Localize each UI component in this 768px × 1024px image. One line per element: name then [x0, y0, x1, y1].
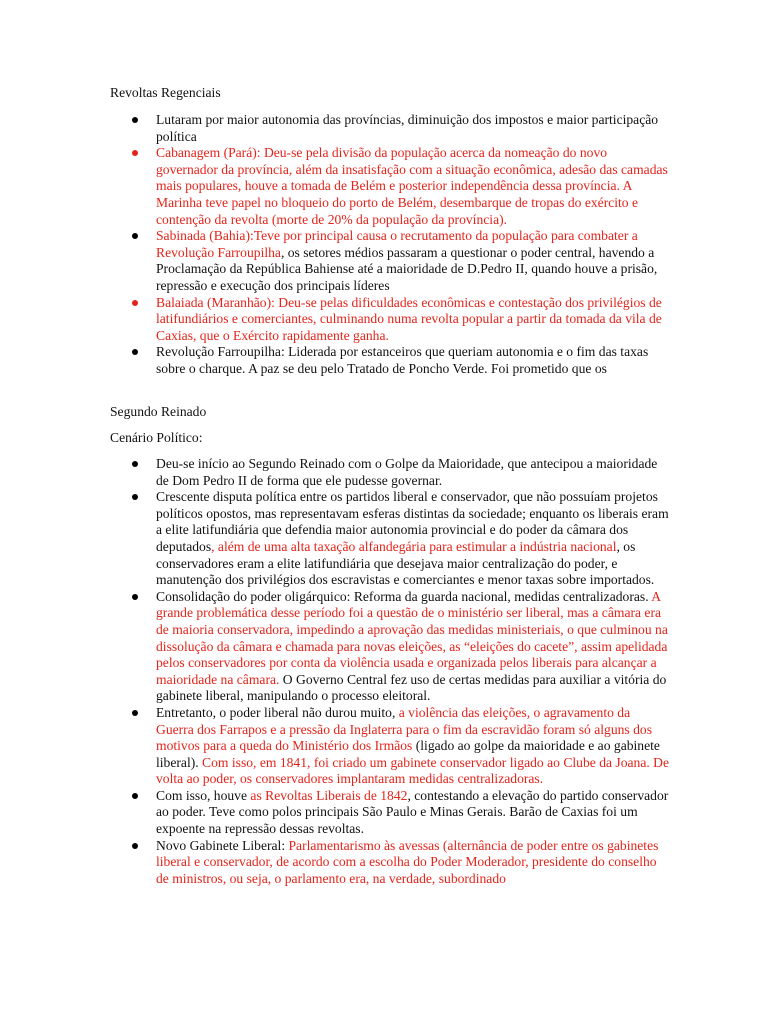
list-item	[110, 788, 670, 838]
list-item	[110, 112, 670, 145]
list-item-text: Com isso, em 1841, foi criado um gabinete conservador ligado ao Clube da Joana. De volta ao poder, os conservadores implantaram medidas centralizadoras.	[156, 754, 670, 787]
list-item-text: , contestando a elevação do partido conservador ao poder. Teve como polos principais São Paulo e Minas Gerais. Barão de Caxias foi um expoente na repressão dessas revoltas.	[156, 787, 669, 837]
bullet-icon	[132, 300, 138, 306]
list-item	[110, 489, 670, 589]
list-item-text: (ligado ao golpe da maioridade e ao gabinete liberal).	[156, 738, 660, 770]
bullet-icon	[132, 793, 138, 799]
list-item-text: Lutaram por maior autonomia das províncias, diminuição dos impostos e maior participação política	[156, 112, 659, 144]
list-item-text: Entretanto, o poder liberal não durou muito,	[156, 704, 399, 720]
bullet-icon	[132, 710, 138, 716]
list-item	[110, 228, 670, 294]
bullet-icon	[132, 594, 138, 600]
list-item-text: Com isso, houve	[156, 787, 251, 803]
list-item-text: O Governo Central fez uso de certas medidas para auxiliar a vitória do gabinete liberal, manipulando o processo eleitoral.	[156, 671, 667, 704]
list-item-text: a violência das eleições, o agravamento da Guerra dos Farrapos e a pressão da Inglaterra para o fim da escravidão foram só alguns dos motivos para a queda do Ministério dos Irmãos	[156, 704, 652, 754]
section-title-revoltas: Revoltas Regenciais	[110, 85, 221, 100]
bullet-icon	[132, 150, 138, 156]
list-item	[110, 456, 670, 489]
section-title-segundo-reinado: Segundo Reinado	[110, 404, 207, 419]
bullet-icon	[132, 461, 138, 467]
list-item	[110, 838, 670, 888]
list-item-text: Sabinada (Bahia):Teve por principal causa o recrutamento da população para combater a Revolução Farroupilha	[156, 228, 638, 260]
bullet-icon	[132, 117, 138, 123]
section-subtitle-cenario: Cenário Político:	[110, 430, 203, 445]
bullet-icon	[132, 843, 138, 849]
list-item	[110, 295, 670, 345]
list-item-text: Revolução Farroupilha: Liderada por estanceiros que queriam autonomia e o fim das taxas sobre o charque. A paz se deu pelo Tratado de Poncho Verde. Foi prometido que os	[156, 344, 649, 376]
list-item-text: , os conservadores eram a elite latifundiária que desejava maior centralização do poder, e manutenção dos privilégios dos escravistas e comerciantes e menor taxas sobre importados.	[156, 538, 655, 588]
list-item-text: Consolidação do poder oligárquico: Reforma da guarda nacional, medidas centralizadoras.	[156, 588, 652, 604]
list-item	[110, 705, 670, 788]
revoltas-list	[110, 112, 670, 378]
list-item-text: Novo Gabinete Liberal:	[156, 837, 289, 853]
list-item-text: Cabanagem (Pará): Deu-se pela divisão da população acerca da nomeação do novo governador da província, além da insatisfação com a situação econômica, adesão das camadas mais populares, houve a tomada de Belém e posterior independência dessa província. A Marinha teve papel no bloqueio do porto de Belém, desembarque de tropas do exército e contenção da revolta (morte de 20% da população da província).	[156, 145, 668, 227]
list-item-text: Parlamentarismo às avessas (alternância de poder entre os gabinetes liberal e conservador, de acordo com a escolha do Poder Moderador, presidente do conselho de ministros, ou seja, o parlamento era, na verdade, subordinado	[156, 837, 659, 886]
bullet-icon	[132, 349, 138, 355]
bullet-icon	[132, 494, 138, 500]
list-item-text: Balaiada (Maranhão): Deu-se pelas dificuldades econômicas e contestação dos privilégios de latifundiários e comerciantes, culminando numa revolta popular a partir da tomada da vila de Caxias, que o Exército rapidamente ganha.	[156, 294, 662, 343]
list-item-text: , além de uma alta taxação alfandegária para estimular a indústria nacional	[211, 538, 617, 554]
list-item-text: as Revoltas Liberais de 1842	[250, 787, 408, 803]
list-item	[110, 145, 670, 228]
list-item	[110, 344, 670, 377]
list-item-text: A grande problemática desse período foi a questão de o ministério ser liberal, mas a câmara era de maioria conservadora, impedindo a aprovação das medidas ministeriais, o que culminou na dissolução da câmara e chamada para novas eleições, as “eleições do cacete”, assim apelidada pelos conservadores por conta da violência usada e organizada pelos liberais para alcançar a maioridade na câmara.	[156, 588, 668, 687]
list-item-text: Crescente disputa política entre os partidos liberal e conservador, que não possuíam projetos políticos opostos, mas representavam esferas distintas da sociedade; enquanto os liberais eram a elite latifundiária que defendia maior autonomia provincial e do poder da câmara dos deputados	[156, 489, 669, 554]
segundo-reinado-list	[110, 456, 670, 887]
list-item-text: Deu-se início ao Segundo Reinado com o Golpe da Maioridade, que antecipou a maioridade de Dom Pedro II de forma que ele pudesse governar.	[156, 456, 658, 488]
bullet-icon	[132, 233, 138, 239]
list-item-text: , os setores médios passaram a questionar o poder central, havendo a Proclamação da República Bahiense até a maioridade de D.Pedro II, quando houve a prisão, repressão e execução dos principais líderes	[156, 244, 658, 293]
list-item	[110, 589, 670, 705]
